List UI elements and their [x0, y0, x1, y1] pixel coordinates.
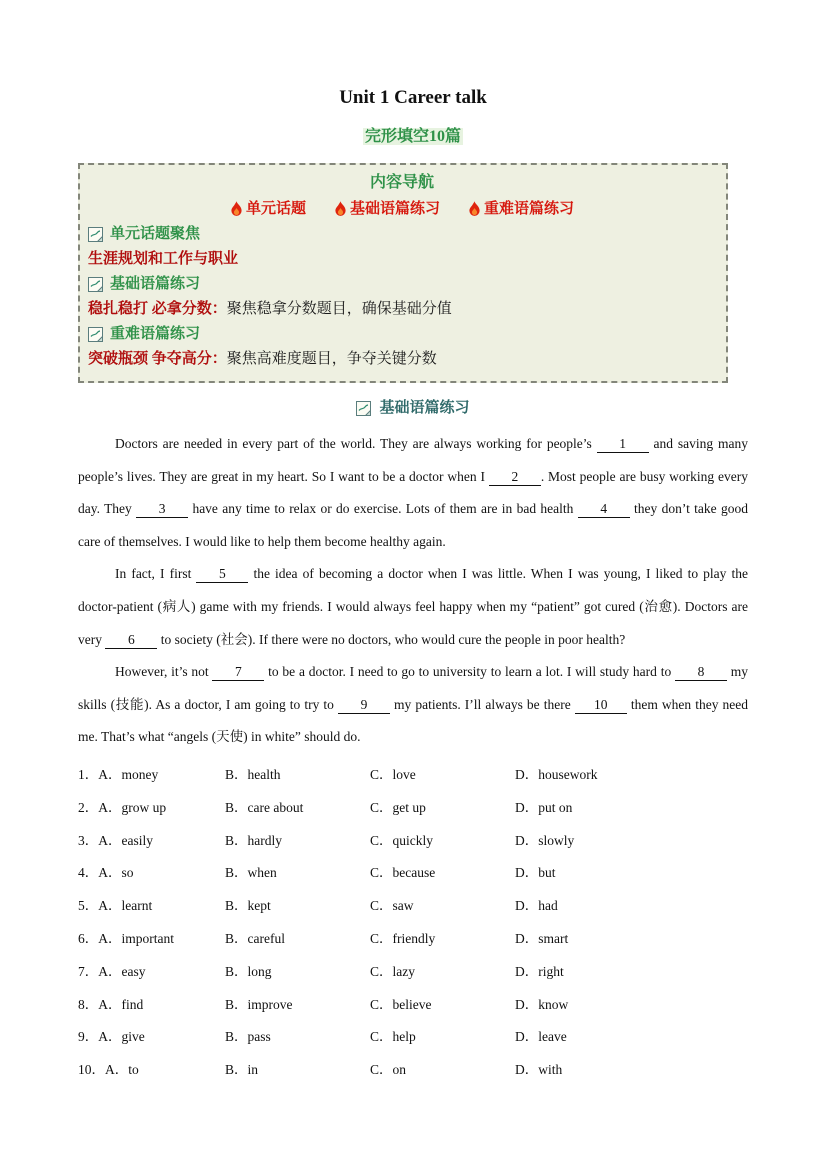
question-9-option-d: D．leave — [515, 1029, 567, 1045]
tag-hard-practice — [468, 196, 574, 222]
question-9-option-c: C．help — [370, 1029, 416, 1045]
cloze-blank-2: 2 — [489, 468, 541, 486]
tag-label: 基础语篇练习 — [349, 201, 440, 217]
tag-unit-topic — [230, 196, 306, 222]
tag-label: 单元话题 — [245, 201, 306, 217]
flame-icon — [468, 201, 481, 218]
question-7-option-d: D．right — [515, 963, 564, 979]
cloze-passage — [78, 428, 748, 754]
passage-paragraph: Doctors are needed in every part of the world. They are always working for people’s 1 and saving many people’s lives. They are great in my heart. So I want to be a doctor when I 2 . Most people are busy working every day. They 3 have any time to relax or do exercise. Lots of them are in bad health 4 they don’t take good care of themselves. I would like to help them become healthy again. — [78, 436, 748, 549]
question-5-option-a: 5．A．learnt — [78, 898, 153, 914]
question-5-option-d: D．had — [515, 898, 558, 914]
question-3-option-d: D．slowly — [515, 832, 575, 848]
question-5-option-b: B．kept — [225, 898, 271, 914]
question-1-option-d: D．housework — [515, 766, 598, 782]
cloze-blank-4: 4 — [578, 500, 630, 518]
page-subtitle-text: 完形填空10篇 — [364, 128, 461, 145]
nav-row-label: 基础语篇练习 — [110, 276, 201, 292]
nav-row-label: 重难语篇练习 — [110, 326, 201, 342]
passage-paragraph: In fact, I first 5 the idea of becoming a doctor when I was little. When I was young, I liked to play the doctor-patient (病人) game with my friends. I would always feel happy when my “patient” got cured (治愈). Doctors are very 6 to society (社会). If there were no doctors, who would cure the people in poor health? — [78, 566, 748, 647]
nav-tag-line — [88, 196, 716, 222]
section-heading — [78, 396, 748, 420]
question-2-option-b: B．care about — [225, 799, 304, 815]
question-7-option-c: C．lazy — [370, 963, 415, 979]
question-2-option-d: D．put on — [515, 799, 573, 815]
question-row-8 — [78, 989, 748, 1022]
book-page-icon — [88, 327, 103, 342]
question-row-2 — [78, 792, 748, 825]
nav-row-lead: 突破瓶颈 争夺高分： — [88, 351, 227, 367]
question-row-9 — [78, 1021, 748, 1054]
question-8-option-d: D．know — [515, 996, 569, 1012]
question-4-option-d: D．but — [515, 865, 556, 881]
question-6-option-a: 6．A．important — [78, 930, 174, 946]
nav-row-label: 单元话题聚焦 — [110, 226, 201, 242]
book-page-icon — [88, 227, 103, 242]
nav-row-basic-practice — [88, 272, 716, 297]
book-page-icon — [88, 277, 103, 292]
question-6-option-d: D．smart — [515, 930, 569, 946]
question-10-option-b: B．in — [225, 1062, 259, 1078]
question-row-5 — [78, 890, 748, 923]
question-8-option-b: B．improve — [225, 996, 293, 1012]
nav-row-lead: 稳扎稳打 必拿分数： — [88, 301, 227, 317]
question-9-option-b: B．pass — [225, 1029, 271, 1045]
cloze-blank-6: 6 — [105, 631, 157, 649]
nav-row-desc: 聚焦稳拿分数题目，确保基础分值 — [226, 301, 452, 317]
question-1-option-b: B．health — [225, 766, 281, 782]
question-3-option-b: B．hardly — [225, 832, 282, 848]
page-subtitle — [78, 126, 748, 148]
question-row-10 — [78, 1054, 748, 1087]
question-1-option-a: 1．A．money — [78, 766, 159, 782]
nav-row-desc: 聚焦高难度题目，争夺关键分数 — [226, 351, 437, 367]
question-9-option-a: 9．A．give — [78, 1029, 145, 1045]
question-row-3 — [78, 825, 748, 858]
passage-paragraph: However, it’s not 7 to be a doctor. I need to go to university to learn a lot. I will study hard to 8 my skills (技能). As a doctor, I am going to try to 9 my patients. I’ll always be there 10 them when they need me. That’s what “angels (天使) in white” should do. — [78, 664, 748, 745]
cloze-blank-10: 10 — [575, 696, 627, 714]
tag-label: 重难语篇练习 — [484, 201, 575, 217]
cloze-blank-8: 8 — [675, 663, 727, 681]
book-page-icon — [356, 401, 371, 416]
question-list — [78, 759, 748, 1087]
question-10-option-a: 10．A．to — [78, 1062, 139, 1078]
question-2-option-a: 2．A．grow up — [78, 799, 167, 815]
page-title: Unit 1 Career talk — [339, 87, 487, 108]
question-10-option-d: D．with — [515, 1062, 563, 1078]
question-3-option-c: C．quickly — [370, 832, 433, 848]
question-10-option-c: C．on — [370, 1062, 407, 1078]
cloze-blank-9: 9 — [338, 696, 390, 714]
question-4-option-c: C．because — [370, 865, 436, 881]
cloze-blank-3: 3 — [136, 500, 188, 518]
question-row-4 — [78, 857, 748, 890]
question-7-option-b: B．long — [225, 963, 272, 979]
tag-basic-practice — [334, 196, 440, 222]
cloze-blank-5: 5 — [196, 565, 248, 583]
question-2-option-c: C．get up — [370, 799, 426, 815]
nav-row-hard-practice — [88, 322, 716, 347]
flame-icon — [230, 201, 243, 218]
cloze-blank-1: 1 — [597, 435, 649, 453]
question-row-6 — [78, 923, 748, 956]
question-6-option-b: B．careful — [225, 930, 285, 946]
question-8-option-c: C．believe — [370, 996, 432, 1012]
question-5-option-c: C．saw — [370, 898, 414, 914]
question-4-option-b: B．when — [225, 865, 277, 881]
question-3-option-a: 3．A．easily — [78, 832, 153, 848]
flame-icon — [334, 201, 347, 218]
question-7-option-a: 7．A．easy — [78, 963, 146, 979]
cloze-blank-7: 7 — [212, 663, 264, 681]
question-1-option-c: C．love — [370, 766, 416, 782]
question-row-1 — [78, 759, 748, 792]
section-heading-label: 基础语篇练习 — [379, 400, 470, 416]
nav-box-title: 内容导航 — [369, 174, 434, 191]
question-6-option-c: C．friendly — [370, 930, 436, 946]
nav-row-basic-desc — [88, 297, 716, 322]
content-navigation-box — [78, 163, 728, 383]
question-4-option-a: 4．A．so — [78, 865, 134, 881]
nav-row-hard-desc — [88, 347, 716, 372]
question-8-option-a: 8．A．find — [78, 996, 144, 1012]
nav-row-unit-topic-focus — [88, 222, 716, 247]
question-row-7 — [78, 956, 748, 989]
nav-row-unit-topic-value: 生涯规划和工作与职业 — [88, 251, 239, 267]
